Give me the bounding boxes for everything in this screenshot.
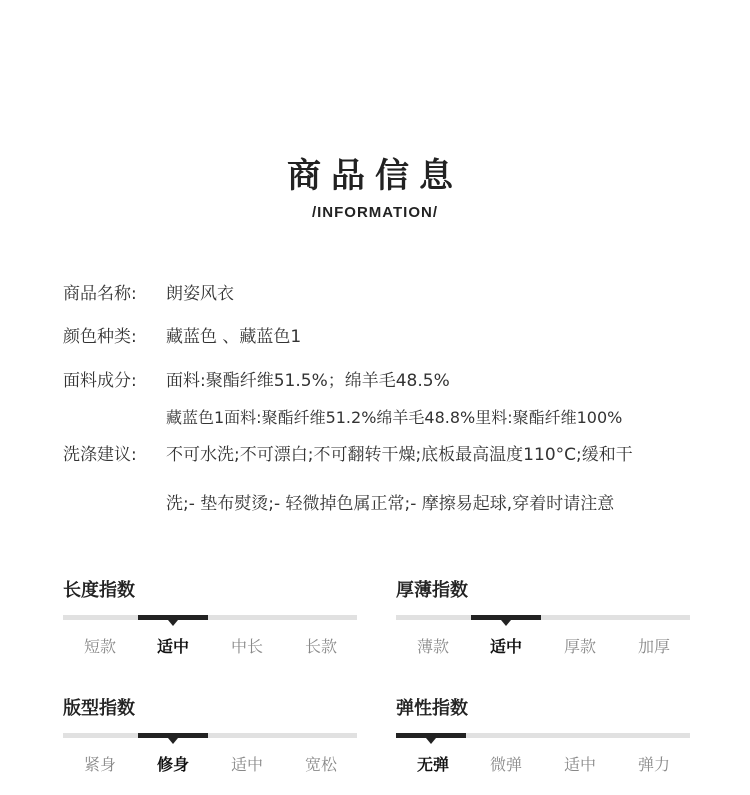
- page-title: 商品信息: [287, 156, 463, 196]
- info-label-color: 颜色种类:: [63, 327, 137, 347]
- info-value-name: 朗姿风衣: [166, 284, 234, 304]
- meter-pointer-icon: [168, 738, 178, 744]
- meter-option: 中长: [230, 637, 263, 656]
- meter-option: 适中: [489, 637, 522, 656]
- meter-pointer-icon: [501, 620, 511, 626]
- meter-option: 适中: [230, 755, 263, 774]
- meter-title: 弹性指数: [396, 698, 468, 719]
- meter-title: 长度指数: [63, 580, 135, 601]
- meter-option: 修身: [156, 755, 189, 774]
- info-label-material: 面料成分:: [63, 371, 137, 391]
- page-subtitle: /INFORMATION/: [311, 204, 439, 221]
- info-value-material-line1: 面料:聚酯纤维51.5%；绵羊毛48.5%: [166, 371, 450, 391]
- meter-option: 宽松: [304, 755, 337, 774]
- info-value-washing-line1: 不可水洗;不可漂白;不可翻转干燥;底板最高温度110°C;缓和干: [166, 445, 633, 465]
- meter-option: 长款: [304, 637, 337, 656]
- meter-option: 适中: [156, 637, 189, 656]
- info-value-material-line2: 藏蓝色1面料:聚酯纤维51.2%绵羊毛48.8%里料:聚酯纤维100%: [166, 408, 623, 427]
- meter-track: [63, 615, 357, 620]
- meter-option: 加厚: [637, 637, 670, 656]
- meter-track: [63, 733, 357, 738]
- meter-option: 薄款: [416, 637, 449, 656]
- meter-option: 弹力: [637, 755, 670, 774]
- info-value-color: 藏蓝色 、藏蓝色1: [166, 327, 302, 347]
- meter-title: 厚薄指数: [396, 580, 468, 601]
- meter-option: 无弹: [416, 755, 449, 774]
- meter-track: [396, 615, 690, 620]
- info-value-washing-line2: 洗;- 垫布熨烫;- 轻微掉色属正常;- 摩擦易起球,穿着时请注意: [166, 494, 615, 514]
- meter-pointer-icon: [426, 738, 436, 744]
- meter-option: 厚款: [563, 637, 596, 656]
- meter-title: 版型指数: [63, 698, 135, 719]
- info-label-washing: 洗涤建议:: [63, 445, 137, 465]
- meter-option: 适中: [563, 755, 596, 774]
- meter-option: 短款: [83, 637, 116, 656]
- meter-option: 微弹: [489, 755, 522, 774]
- meter-pointer-icon: [168, 620, 178, 626]
- info-label-name: 商品名称:: [63, 284, 137, 304]
- meter-option: 紧身: [83, 755, 116, 774]
